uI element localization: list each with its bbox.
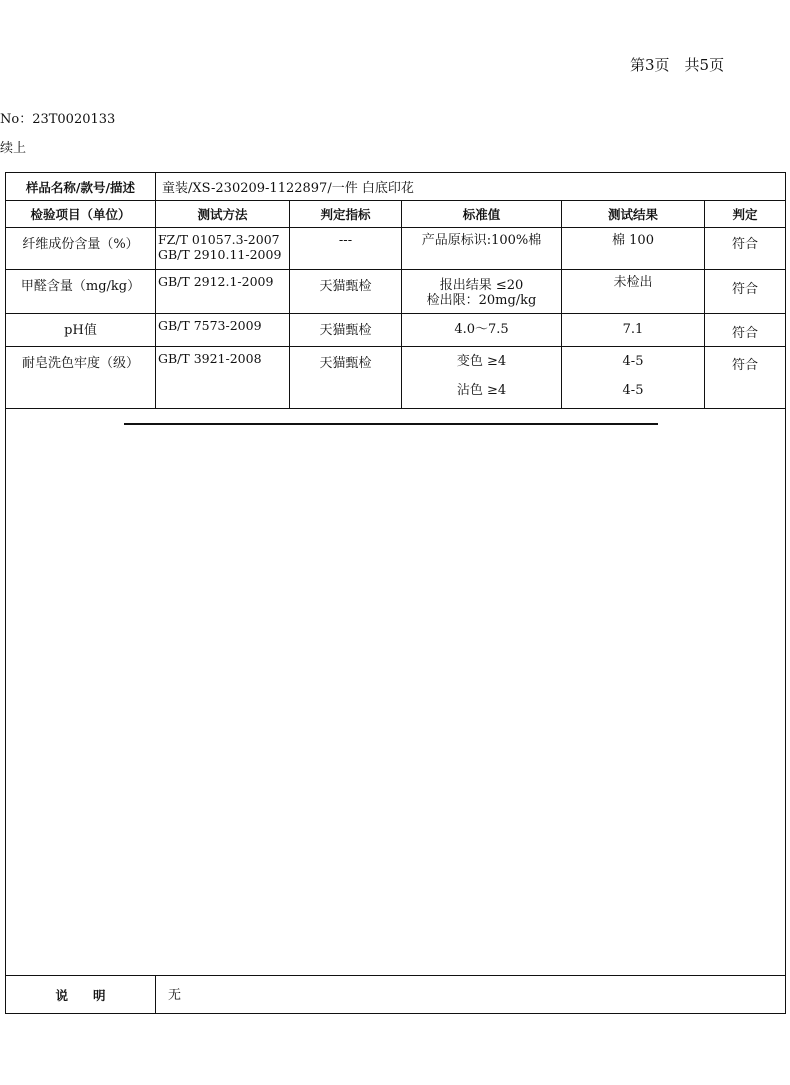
method-line: GB/T 7573-2009 xyxy=(158,318,262,333)
test-item: 纤维成份含量（%） xyxy=(6,228,156,270)
criterion: 天猫甄检 xyxy=(290,347,402,409)
table-row xyxy=(6,347,786,409)
header-row xyxy=(6,201,786,228)
verdict: 符合 xyxy=(705,314,786,347)
test-result xyxy=(562,270,705,314)
standard-value xyxy=(402,270,562,314)
test-result xyxy=(562,228,705,270)
standard-value xyxy=(402,228,562,270)
sample-value: 童装/XS-230209-1122897/一件 白底印花 xyxy=(156,173,786,201)
test-item: 耐皂洗色牢度（级） xyxy=(6,347,156,409)
column-header-result: 测试结果 xyxy=(562,201,705,228)
standard-value xyxy=(402,347,562,409)
table-row xyxy=(6,270,786,314)
standard-value xyxy=(402,314,562,347)
verdict: 符合 xyxy=(705,270,786,314)
result-line: 4-5 xyxy=(622,383,644,398)
table-row xyxy=(6,228,786,270)
method-line: GB/T 3921-2008 xyxy=(158,351,262,366)
test-method xyxy=(156,314,290,347)
method-line: FZ/T 01057.3-2007 xyxy=(158,232,280,247)
sample-row xyxy=(6,173,786,201)
test-result xyxy=(562,314,705,347)
explanation-row xyxy=(6,976,786,1014)
column-header-verdict: 判定 xyxy=(705,201,786,228)
result-line: 4-5 xyxy=(622,354,644,369)
test-result xyxy=(562,347,705,409)
sample-label: 样品名称/款号/描述 xyxy=(6,173,156,201)
test-report-table xyxy=(5,172,786,1014)
standard-line: 报出结果 ≤20 xyxy=(439,278,524,293)
test-method xyxy=(156,228,290,270)
standard-line: 沾色 ≥4 xyxy=(456,383,507,398)
page-number: 第3页 共5页 xyxy=(630,56,725,74)
criterion: --- xyxy=(290,228,402,270)
criterion: 天猫甄检 xyxy=(290,270,402,314)
standard-line: 检出限：20mg/kg xyxy=(426,293,537,308)
test-item: pH值 xyxy=(6,314,156,347)
end-of-table-rule xyxy=(124,423,658,425)
column-header-method: 测试方法 xyxy=(156,201,290,228)
result-line: 未检出 xyxy=(613,275,653,290)
standard-line: 变色 ≥4 xyxy=(456,354,507,369)
verdict: 符合 xyxy=(705,228,786,270)
test-method xyxy=(156,270,290,314)
criterion: 天猫甄检 xyxy=(290,314,402,347)
column-header-criterion: 判定指标 xyxy=(290,201,402,228)
result-line: 棉 100 xyxy=(612,233,654,248)
blank-area xyxy=(6,409,786,976)
standard-line: 产品原标识:100%棉 xyxy=(421,233,542,248)
result-line: 7.1 xyxy=(622,322,644,337)
verdict: 符合 xyxy=(705,347,786,409)
standard-line: 4.0～7.5 xyxy=(454,322,509,337)
continued-label: 续上 xyxy=(0,141,27,156)
column-header-item: 检验项目（单位） xyxy=(6,201,156,228)
test-item: 甲醛含量（mg/kg） xyxy=(6,270,156,314)
column-header-standard: 标准值 xyxy=(402,201,562,228)
report-number: No：23T0020133 xyxy=(0,112,116,127)
test-method xyxy=(156,347,290,409)
explanation-value: 无 xyxy=(156,976,786,1014)
table-row xyxy=(6,314,786,347)
blank-area-row xyxy=(6,409,786,976)
explanation-label: 说 明 xyxy=(6,976,156,1014)
method-line: GB/T 2912.1-2009 xyxy=(158,274,274,289)
method-line: GB/T 2910.11-2009 xyxy=(158,247,282,262)
